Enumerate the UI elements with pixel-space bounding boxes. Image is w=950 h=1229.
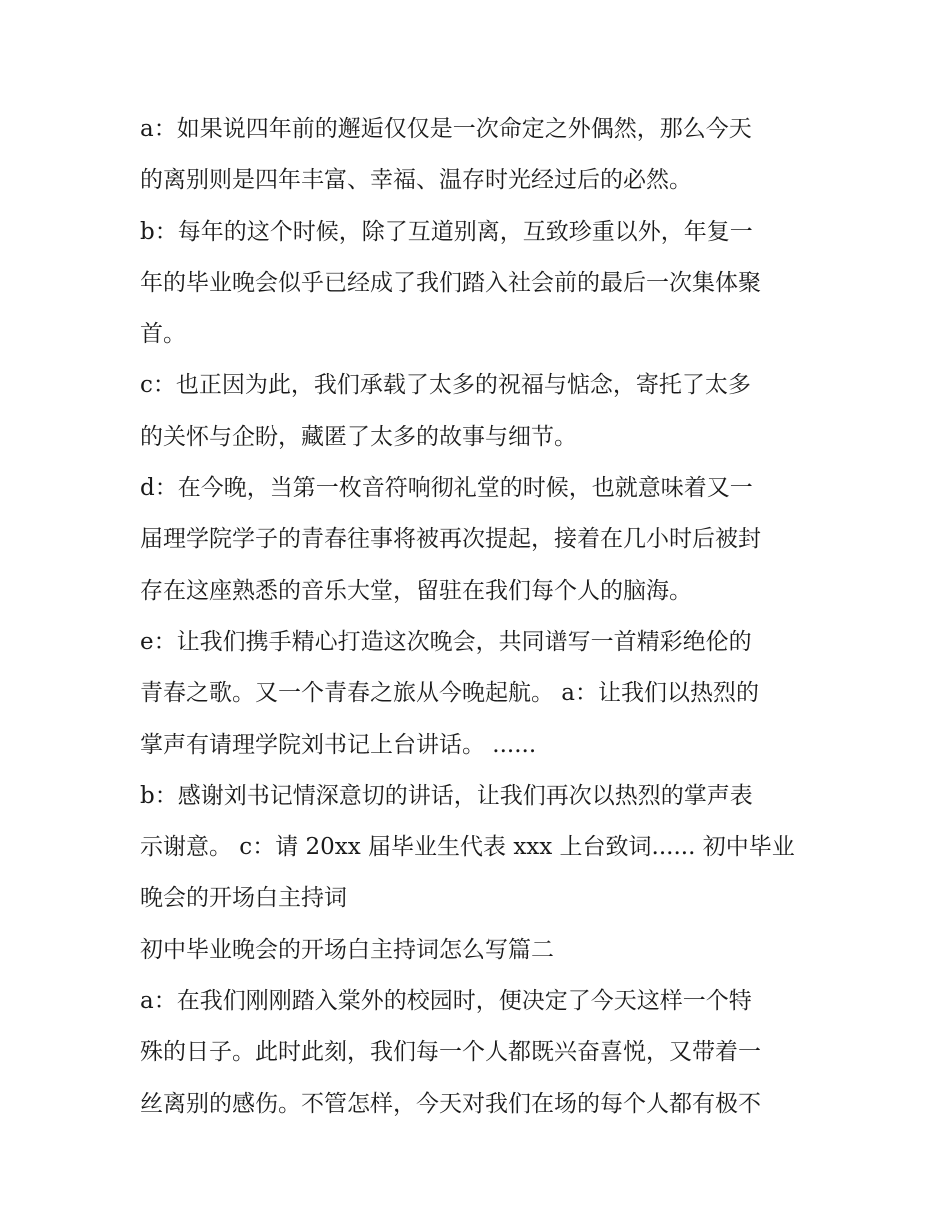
text-line: d：在今晚，当第一枚音符响彻礼堂的时候，也就意味着又一 [140,475,753,502]
text-line: e：让我们携手精心打造这次晚会，共同谱写一首精彩绝伦的 [140,628,752,655]
text-line: 届理学院学子的青春往事将被再次提起，接着在几小时后被封 [140,526,761,553]
text-line: a：如果说四年前的邂逅仅仅是一次命定之外偶然，那么今天 [140,116,752,142]
text-line: 的离别则是四年丰富、幸福、温存时光经过后的必然。 [140,167,692,194]
text-line: 的关怀与企盼，藏匿了太多的故事与细节。 [140,423,577,450]
text-line: 晚会的开场白主持词 [140,885,347,912]
text-line: 示谢意。 c：请 20xx 届毕业生代表 xxx 上台致词...... 初中毕业 [140,834,795,861]
text-line: b：感谢刘书记情深意切的讲话，让我们再次以热烈的掌声表 [140,782,753,809]
document-body [140,104,816,1130]
text-line: b：每年的这个时候，除了互道别离，互致珍重以外，年复一 [140,218,753,245]
text-line: 丝离别的感伤。不管怎样，今天对我们在场的每个人都有极不 [140,1090,761,1117]
text-line: c：也正因为此，我们承载了太多的祝福与惦念，寄托了太多 [140,372,751,399]
text-line: 首。 [140,321,186,348]
text-line: 年的毕业晚会似乎已经成了我们踏入社会前的最后一次集体聚 [140,269,761,296]
text-line: a：在我们刚刚踏入棠外的校园时，便决定了今天这样一个特 [140,988,752,1015]
section-heading: 初中毕业晚会的开场白主持词怎么写篇二 [140,936,554,963]
text-line: 殊的日子。此时此刻，我们每一个人都既兴奋喜悦，又带着一 [140,1039,761,1066]
text-line: 掌声有请理学院刘书记上台讲话。 ...... [140,731,537,758]
text-line: 青春之歌。又一个青春之旅从今晚起航。 a：让我们以热烈的 [140,680,760,707]
text-line: 存在这座熟悉的音乐大堂，留驻在我们每个人的脑海。 [140,577,692,604]
